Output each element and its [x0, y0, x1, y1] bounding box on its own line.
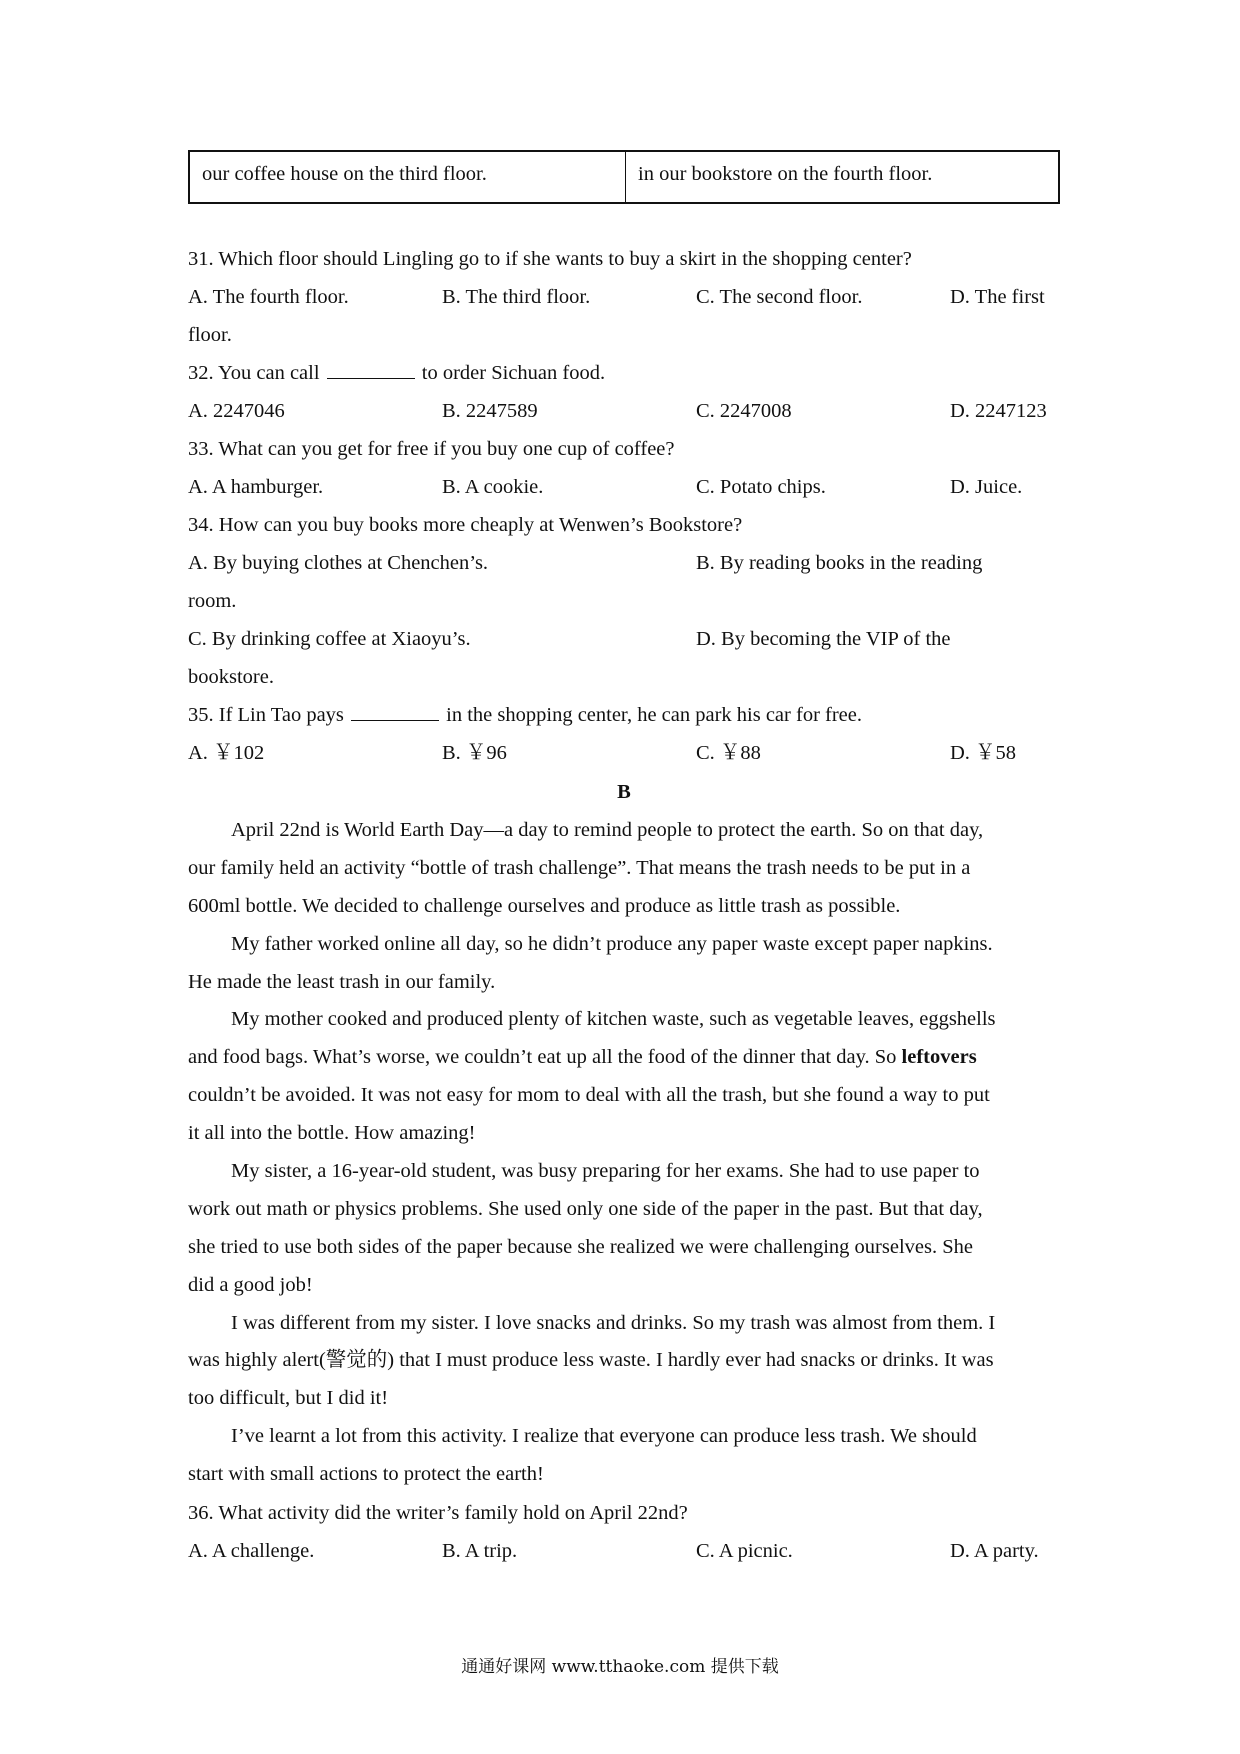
passage-line: He made the least trash in our family. — [188, 970, 496, 993]
question-36: 36. What activity did the writer’s family hold on April 22nd? — [188, 1502, 688, 1525]
question-32 — [188, 354, 1060, 392]
question-35-text-post: in the shopping center, he can park his car for free. — [446, 704, 862, 726]
passage-line: too difficult, but I did it! — [188, 1387, 389, 1410]
question-32-options — [188, 392, 1060, 430]
passage-line: couldn’t be avoided. It was not easy for mom to deal with all the trash, but she found a way to put — [188, 1084, 990, 1107]
option-d: D. 2247123 — [950, 400, 1047, 422]
question-33: 33. What can you get for free if you buy one cup of coffee? — [188, 438, 675, 460]
option-d: D. By becoming the VIP of the — [696, 628, 951, 650]
option-a: A. By buying clothes at Chenchen’s. — [188, 552, 489, 574]
passage-line: My mother cooked and produced plenty of kitchen waste, such as vegetable leaves, eggshells — [231, 1008, 996, 1031]
passage-line: 600ml bottle. We decided to challenge ourselves and produce as little trash as possible. — [188, 894, 901, 917]
passage-line — [188, 1039, 1060, 1077]
option-c: C. A picnic. — [696, 1540, 793, 1563]
question-35 — [188, 696, 1060, 734]
info-table — [188, 150, 1060, 204]
passage-line: she tried to use both sides of the paper because she realized we were challenging ourselves. She — [188, 1235, 973, 1258]
question-33-options — [188, 468, 1060, 506]
option-c: C. The second floor. — [696, 286, 863, 308]
passage-line: work out math or physics problems. She used only one side of the paper in the past. But that day, — [188, 1197, 983, 1220]
option-b: B. 2247589 — [442, 400, 538, 422]
table-cell-left: our coffee house on the third floor. — [190, 152, 626, 202]
question-31-options — [188, 278, 1060, 316]
question-32-text-pre: 32. You can call — [188, 362, 320, 384]
option-c: C. Potato chips. — [696, 476, 826, 498]
page-footer: 通通好课网 www.tthaoke.com 提供下载 — [461, 1657, 779, 1677]
option-c: C. 2247008 — [696, 400, 792, 422]
question-32-text-post: to order Sichuan food. — [421, 362, 606, 384]
question-34-options-cd — [188, 620, 1060, 658]
answer-blank — [351, 700, 439, 721]
option-d: D. A party. — [950, 1540, 1039, 1563]
option-d-continued: bookstore. — [188, 666, 274, 688]
option-b-continued: room. — [188, 590, 237, 612]
option-c: C. ￥88 — [696, 742, 761, 764]
option-a: A. A hamburger. — [188, 476, 324, 498]
passage-line: it all into the bottle. How amazing! — [188, 1122, 476, 1145]
option-d: D. ￥58 — [950, 742, 1017, 764]
option-b: B. A cookie. — [442, 476, 544, 498]
option-a: A. 2247046 — [188, 400, 285, 422]
option-d: D. Juice. — [950, 476, 1023, 498]
option-b: B. The third floor. — [442, 286, 591, 308]
question-34-options-ab — [188, 544, 1060, 582]
passage-line: I was different from my sister. I love snacks and drinks. So my trash was almost from them. I — [231, 1311, 996, 1334]
passage-line: I’ve learnt a lot from this activity. I realize that everyone can produce less trash. We should — [231, 1425, 977, 1448]
option-b: B. A trip. — [442, 1540, 518, 1563]
passage-line: did a good job! — [188, 1273, 313, 1296]
passage-line: My father worked online all day, so he didn’t produce any paper waste except paper napkins. — [231, 932, 993, 955]
option-a: A. ￥102 — [188, 742, 265, 764]
bold-word-leftovers: leftovers — [901, 1046, 977, 1069]
answer-blank — [327, 358, 415, 379]
option-b: B. By reading books in the reading — [696, 552, 983, 574]
passage-line: was highly alert(警觉的) that I must produce less waste. I hardly ever had snacks or drinks. It was — [188, 1349, 994, 1372]
section-title-b: B — [617, 781, 631, 803]
passage-line: My sister, a 16-year-old student, was busy preparing for her exams. She had to use paper to — [231, 1160, 980, 1183]
option-a: A. A challenge. — [188, 1540, 315, 1563]
passage-line: start with small actions to protect the earth! — [188, 1463, 544, 1486]
table-cell-right: in our bookstore on the fourth floor. — [638, 163, 933, 185]
option-b: B. ￥96 — [442, 742, 507, 764]
passage-text: and food bags. What’s worse, we couldn’t eat up all the food of the dinner that day. So — [188, 1046, 897, 1069]
passage-line: our family held an activity “bottle of trash challenge”. That means the trash needs to be put in a — [188, 856, 971, 879]
question-35-text-pre: 35. If Lin Tao pays — [188, 704, 344, 726]
question-34: 34. How can you buy books more cheaply at Wenwen’s Bookstore? — [188, 514, 743, 536]
question-35-options — [188, 734, 1060, 772]
option-d: D. The first — [950, 286, 1045, 308]
option-a: A. The fourth floor. — [188, 286, 349, 308]
option-d-continued: floor. — [188, 324, 232, 346]
option-c: C. By drinking coffee at Xiaoyu’s. — [188, 628, 471, 650]
passage-line: April 22nd is World Earth Day—a day to remind people to protect the earth. So on that day, — [231, 819, 984, 841]
question-36-options — [188, 1532, 1060, 1570]
question-31: 31. Which floor should Lingling go to if she wants to buy a skirt in the shopping center? — [188, 248, 912, 270]
document-content — [188, 240, 1060, 1570]
